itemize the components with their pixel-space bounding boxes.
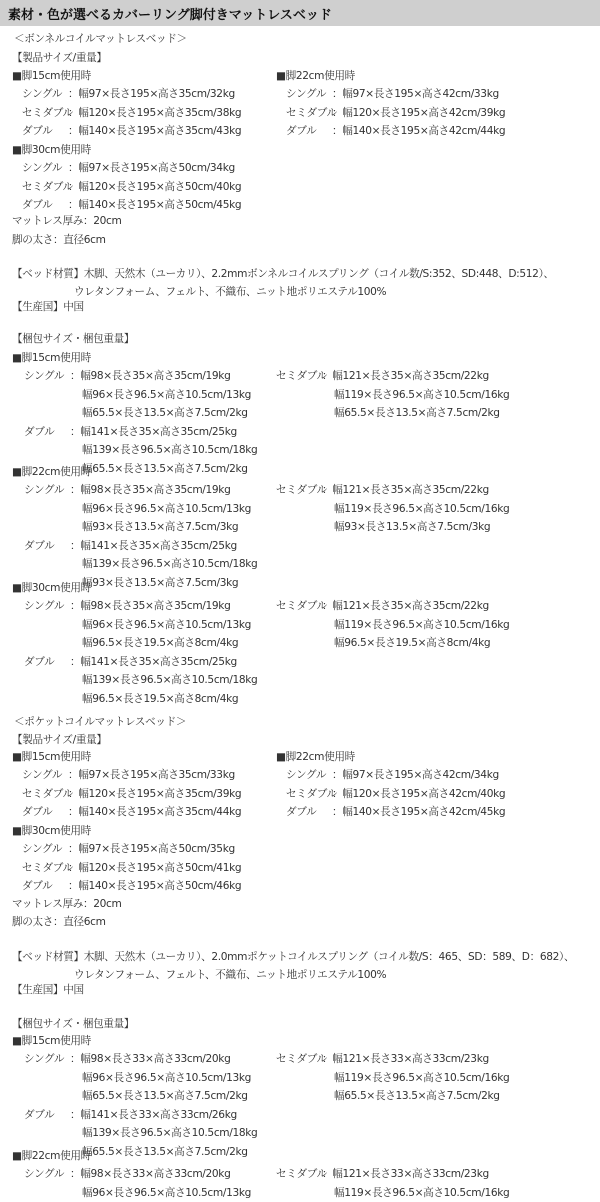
pkg-leg30-single-line: 幅96×長さ96.5×高さ10.5cm/13kg [82, 618, 252, 631]
page-header [0, 0, 600, 26]
pocket-leg30-title: ■脚30cm使用時 [12, 825, 91, 837]
pkg-leg15-single-line: ：幅98×長さ35×高さ35cm/19kg [70, 370, 231, 383]
pocket-leg15-title: ■脚15cm使用時 [12, 751, 91, 763]
pocket-pkg-leg15-double-line: 幅65.5×長さ13.5×高さ7.5cm/2kg [82, 1145, 248, 1158]
pocket-leg22-title: ■脚22cm使用時 [276, 751, 355, 763]
pocket-leg15-size-value: ：幅97×長さ195×高さ35cm/33kg [68, 769, 235, 782]
pocket-pkg-leg15-double-line: 幅139×長さ96.5×高さ10.5cm/18kg [82, 1127, 258, 1140]
pkg-leg15-double-line: ：幅141×長さ35×高さ35cm/25kg [70, 425, 237, 438]
pocket-leg15-size-value: ：幅140×長さ195×高さ35cm/44kg [68, 806, 242, 819]
pocket-leg30-size-value: ：幅97×長さ195×高さ50cm/35kg [68, 843, 235, 856]
pocket-leg30-size-label: シングル [22, 843, 63, 856]
bonnell-leg30-size-label: ダブル [22, 199, 53, 212]
pkg-leg15-double-label: ダブル [24, 425, 55, 438]
bonnell-leg22-size-label: ダブル [286, 125, 317, 138]
pocket-leg22-size-value: ：幅97×長さ195×高さ42cm/34kg [332, 769, 499, 782]
pocket-pkg-leg22-single-label: シングル [24, 1168, 65, 1181]
bonnell-leg22-size-value: ：幅120×長さ195×高さ42cm/39kg [332, 106, 506, 119]
page-title: 素材・色が選べるカバーリング脚付きマットレスベッド [8, 8, 332, 23]
leg-thickness: 脚の太さ：直径6cm [12, 916, 106, 928]
pocket-pkg-leg15-semi-double-line: 幅119×長さ96.5×高さ10.5cm/16kg [334, 1071, 510, 1084]
pocket-leg15-size-label: ダブル [22, 806, 53, 819]
bonnell-leg22-size-label: シングル [286, 88, 327, 101]
pkg-leg30-single-line: 幅96.5×長さ19.5×高さ8cm/4kg [82, 637, 239, 650]
pkg-leg22-single-line: 幅96×長さ96.5×高さ10.5cm/13kg [82, 502, 252, 515]
pocket-pkg-leg15-single-line: 幅65.5×長さ13.5×高さ7.5cm/2kg [82, 1090, 248, 1103]
pkg-leg22-single-label: シングル [24, 484, 65, 497]
material-line: 【ベッド材質】木脚、天然木（ユーカリ）、2.0mmポケットコイルスプリング（コイル数/S：465、SD：589、D：682）、 [12, 951, 575, 963]
mattress-thickness: マットレス厚み：20cm [12, 898, 122, 910]
pocket-leg30-size-value: ：幅140×長さ195×高さ50cm/46kg [68, 880, 242, 893]
pkg-leg30-double-line: 幅139×長さ96.5×高さ10.5cm/18kg [82, 674, 258, 687]
pkg-leg15-double-line: 幅139×長さ96.5×高さ10.5cm/18kg [82, 444, 258, 457]
bonnell-leg15-size-value: ：幅97×長さ195×高さ35cm/32kg [68, 88, 235, 101]
pocket-pkg-leg15-semi-double-line: 幅65.5×長さ13.5×高さ7.5cm/2kg [334, 1090, 500, 1103]
pocket-pkg-leg15-double-label: ダブル [24, 1108, 55, 1121]
product-size-label: 【製品サイズ/重量】 [12, 734, 107, 746]
pkg-leg15-double-line: 幅65.5×長さ13.5×高さ7.5cm/2kg [82, 462, 248, 475]
pocket-leg15-size-value: ：幅120×長さ195×高さ35cm/39kg [68, 787, 242, 800]
pkg-leg15-single-line: 幅96×長さ96.5×高さ10.5cm/13kg [82, 388, 252, 401]
pocket-pkg-leg22-semi-double-label: セミダブル [276, 1168, 327, 1181]
bonnell-leg30-title: ■脚30cm使用時 [12, 144, 91, 156]
pkg-leg30-semi-double-line: 幅119×長さ96.5×高さ10.5cm/16kg [334, 618, 510, 631]
bonnell-leg15-size-label: ダブル [22, 125, 53, 138]
pkg-leg22-single-line: ：幅98×長さ35×高さ35cm/19kg [70, 484, 231, 497]
bonnell-heading: ＜ボンネルコイルマットレスベッド＞ [14, 33, 187, 45]
bonnell-leg15-size-value: ：幅120×長さ195×高さ35cm/38kg [68, 106, 242, 119]
bonnell-leg22-title: ■脚22cm使用時 [276, 70, 355, 82]
bonnell-leg22-size-value: ：幅140×長さ195×高さ42cm/44kg [332, 125, 506, 138]
pocket-leg22-size-label: ダブル [286, 806, 317, 819]
pkg-leg15-single-label: シングル [24, 370, 65, 383]
pkg-leg22-double-line: 幅93×長さ13.5×高さ7.5cm/3kg [82, 576, 239, 589]
pocket-pkg-leg15-double-line: ：幅141×長さ33×高さ33cm/26kg [70, 1108, 237, 1121]
pocket-pkg-leg22-single-line: ：幅98×長さ33×高さ33cm/20kg [70, 1168, 231, 1181]
pkg-leg15-semi-double-line: 幅65.5×長さ13.5×高さ7.5cm/2kg [334, 407, 500, 420]
pkg-leg22-double-line: ：幅141×長さ35×高さ35cm/25kg [70, 539, 237, 552]
bonnell-leg22-size-label: セミダブル [286, 106, 337, 119]
origin: 【生産国】中国 [12, 984, 84, 996]
pkg-leg15-semi-double-line: ：幅121×長さ35×高さ35cm/22kg [322, 370, 489, 383]
bonnell-leg30-size-label: シングル [22, 162, 63, 175]
pkg-leg15-title: ■脚15cm使用時 [12, 352, 91, 364]
material-line: 【ベッド材質】木脚、天然木（ユーカリ）、2.2mmボンネルコイルスプリング（コイル数/S:352、SD:448、D:512）、 [12, 268, 554, 280]
pkg-leg30-single-label: シングル [24, 600, 65, 613]
package-title: 【梱包サイズ・梱包重量】 [12, 333, 135, 345]
pocket-leg30-size-value: ：幅120×長さ195×高さ50cm/41kg [68, 861, 242, 874]
material-line: ウレタンフォーム、フェルト、不織布、ニット地ポリエステル100% [74, 286, 387, 298]
pkg-leg30-title: ■脚30cm使用時 [12, 582, 91, 594]
bonnell-leg15-title: ■脚15cm使用時 [12, 70, 91, 82]
package-title: 【梱包サイズ・梱包重量】 [12, 1018, 135, 1030]
pkg-leg30-semi-double-line: 幅96.5×長さ19.5×高さ8cm/4kg [334, 637, 491, 650]
pocket-leg15-size-label: シングル [22, 769, 63, 782]
pkg-leg30-single-line: ：幅98×長さ35×高さ35cm/19kg [70, 600, 231, 613]
material-line: ウレタンフォーム、フェルト、不織布、ニット地ポリエステル100% [74, 969, 387, 981]
pocket-leg22-size-value: ：幅140×長さ195×高さ42cm/45kg [332, 806, 506, 819]
pkg-leg15-single-line: 幅65.5×長さ13.5×高さ7.5cm/2kg [82, 407, 248, 420]
pocket-pkg-leg15-semi-double-label: セミダブル [276, 1053, 327, 1066]
pkg-leg15-semi-double-line: 幅119×長さ96.5×高さ10.5cm/16kg [334, 388, 510, 401]
pkg-leg22-title: ■脚22cm使用時 [12, 466, 91, 478]
pocket-leg30-size-label: セミダブル [22, 861, 73, 874]
bonnell-leg15-size-label: シングル [22, 88, 63, 101]
bonnell-leg30-size-label: セミダブル [22, 180, 73, 193]
pocket-pkg-leg22-single-line: 幅96×長さ96.5×高さ10.5cm/13kg [82, 1186, 252, 1199]
pocket-pkg-leg15-title: ■脚15cm使用時 [12, 1035, 91, 1047]
pocket-pkg-leg15-single-line: ：幅98×長さ33×高さ33cm/20kg [70, 1053, 231, 1066]
pkg-leg22-double-line: 幅139×長さ96.5×高さ10.5cm/18kg [82, 558, 258, 571]
pkg-leg22-semi-double-label: セミダブル [276, 484, 327, 497]
pkg-leg30-double-label: ダブル [24, 655, 55, 668]
bonnell-leg15-size-value: ：幅140×長さ195×高さ35cm/43kg [68, 125, 242, 138]
pocket-pkg-leg15-semi-double-line: ：幅121×長さ33×高さ33cm/23kg [322, 1053, 489, 1066]
pocket-leg30-size-label: ダブル [22, 880, 53, 893]
pocket-leg22-size-label: シングル [286, 769, 327, 782]
pkg-leg22-semi-double-line: ：幅121×長さ35×高さ35cm/22kg [322, 484, 489, 497]
pkg-leg30-semi-double-line: ：幅121×長さ35×高さ35cm/22kg [322, 600, 489, 613]
pkg-leg30-double-line: 幅96.5×長さ19.5×高さ8cm/4kg [82, 692, 239, 705]
pocket-pkg-leg22-semi-double-line: ：幅121×長さ33×高さ33cm/23kg [322, 1168, 489, 1181]
pkg-leg30-semi-double-label: セミダブル [276, 600, 327, 613]
leg-thickness: 脚の太さ：直径6cm [12, 234, 106, 246]
pocket-leg15-size-label: セミダブル [22, 787, 73, 800]
pkg-leg15-semi-double-label: セミダブル [276, 370, 327, 383]
pocket-heading: ＜ポケットコイルマットレスベッド＞ [14, 716, 187, 728]
pocket-leg22-size-label: セミダブル [286, 787, 337, 800]
bonnell-leg30-size-value: ：幅97×長さ195×高さ50cm/34kg [68, 162, 235, 175]
pkg-leg22-semi-double-line: 幅93×長さ13.5×高さ7.5cm/3kg [334, 521, 491, 534]
pkg-leg22-semi-double-line: 幅119×長さ96.5×高さ10.5cm/16kg [334, 502, 510, 515]
pocket-pkg-leg22-title: ■脚22cm使用時 [12, 1150, 91, 1162]
pkg-leg22-double-label: ダブル [24, 539, 55, 552]
pocket-pkg-leg15-single-line: 幅96×長さ96.5×高さ10.5cm/13kg [82, 1071, 252, 1084]
bonnell-leg15-size-label: セミダブル [22, 106, 73, 119]
product-size-label: 【製品サイズ/重量】 [12, 52, 107, 64]
pkg-leg22-single-line: 幅93×長さ13.5×高さ7.5cm/3kg [82, 521, 239, 534]
bonnell-leg30-size-value: ：幅120×長さ195×高さ50cm/40kg [68, 180, 242, 193]
pocket-pkg-leg22-semi-double-line: 幅119×長さ96.5×高さ10.5cm/16kg [334, 1186, 510, 1199]
origin: 【生産国】中国 [12, 301, 84, 313]
bonnell-leg30-size-value: ：幅140×長さ195×高さ50cm/45kg [68, 199, 242, 212]
bonnell-leg22-size-value: ：幅97×長さ195×高さ42cm/33kg [332, 88, 499, 101]
pkg-leg30-double-line: ：幅141×長さ35×高さ35cm/25kg [70, 655, 237, 668]
mattress-thickness: マットレス厚み：20cm [12, 215, 122, 227]
pocket-leg22-size-value: ：幅120×長さ195×高さ42cm/40kg [332, 787, 506, 800]
pocket-pkg-leg15-single-label: シングル [24, 1053, 65, 1066]
